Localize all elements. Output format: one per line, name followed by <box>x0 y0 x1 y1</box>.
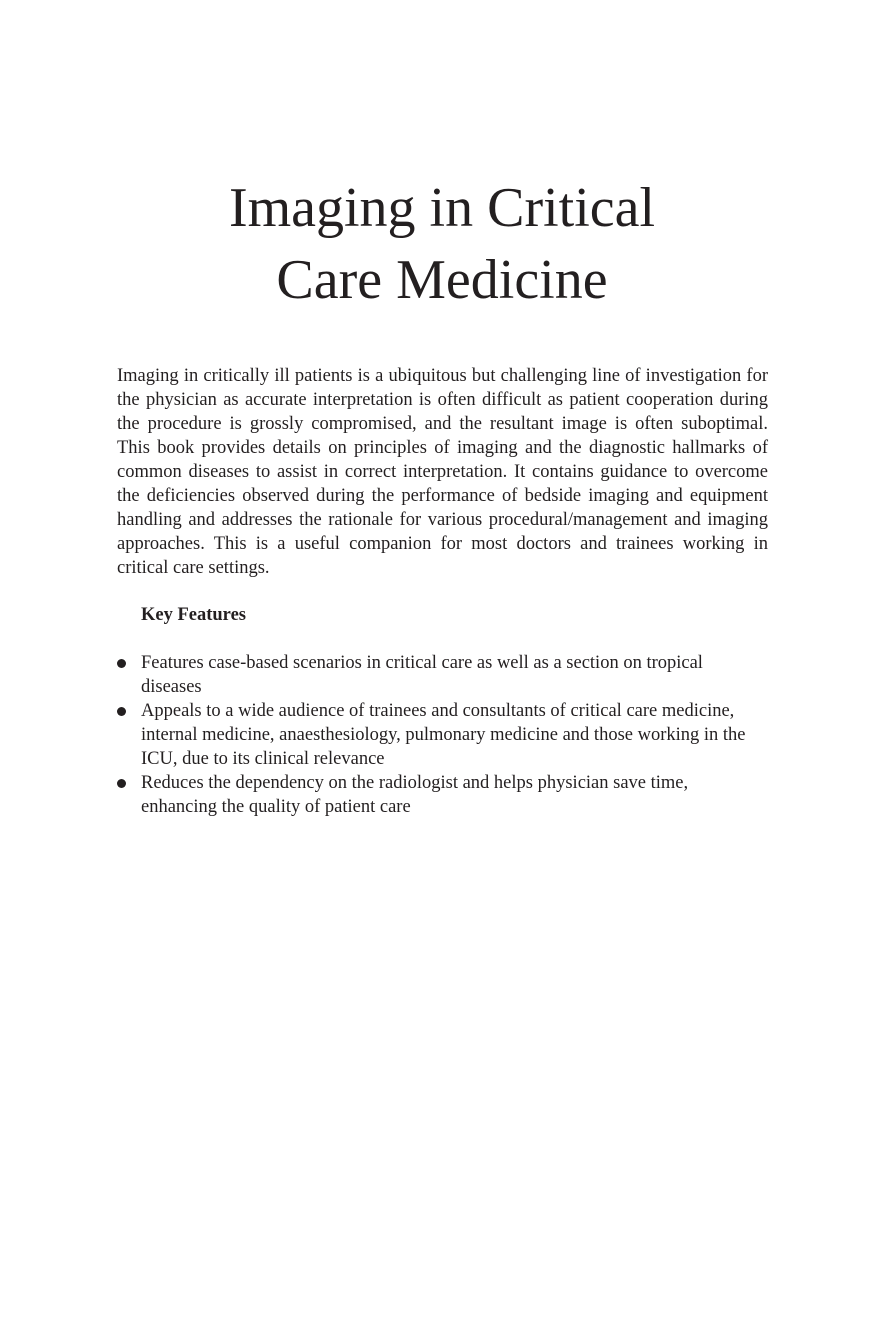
book-title-line-2: Care Medicine <box>276 249 608 311</box>
bullet-icon <box>117 779 126 788</box>
key-feature-text: Appeals to a wide audience of trainees and consultants of critical care medicine, internal medicine, anaesthesiology, pulmonary medicine and those working in the ICU, due to its clinical relevance <box>141 701 746 769</box>
book-title <box>0 172 884 316</box>
key-feature-text: Reduces the dependency on the radiologist and helps physician save time, enhancing the quality of patient care <box>141 773 689 817</box>
key-feature-item <box>117 771 768 819</box>
key-feature-item <box>117 699 768 771</box>
key-feature-text: Features case-based scenarios in critical care as well as a section on tropical diseases <box>141 653 703 697</box>
bullet-icon <box>117 659 126 668</box>
book-description: Imaging in critically ill patients is a ubiquitous but challenging line of investigation for the physician as accurate interpretation is often difficult as patient cooperation during the procedure is grossly compromised, and the resultant image is often suboptimal. This book provides details on principles of imaging and the diagnostic hallmarks of common diseases to assist in correct interpretation. It contains guidance to overcome the deficiencies observed during the performance of bedside imaging and equipment handling and addresses the rationale for various procedural/management and imaging approaches. This is a useful companion for most doctors and trainees working in critical care settings. <box>117 366 768 578</box>
bullet-icon <box>117 707 126 716</box>
book-title-line-1: Imaging in Critical <box>228 177 656 239</box>
key-feature-item <box>117 651 768 699</box>
key-features-heading: Key Features <box>141 605 246 625</box>
key-features-list <box>117 651 768 819</box>
